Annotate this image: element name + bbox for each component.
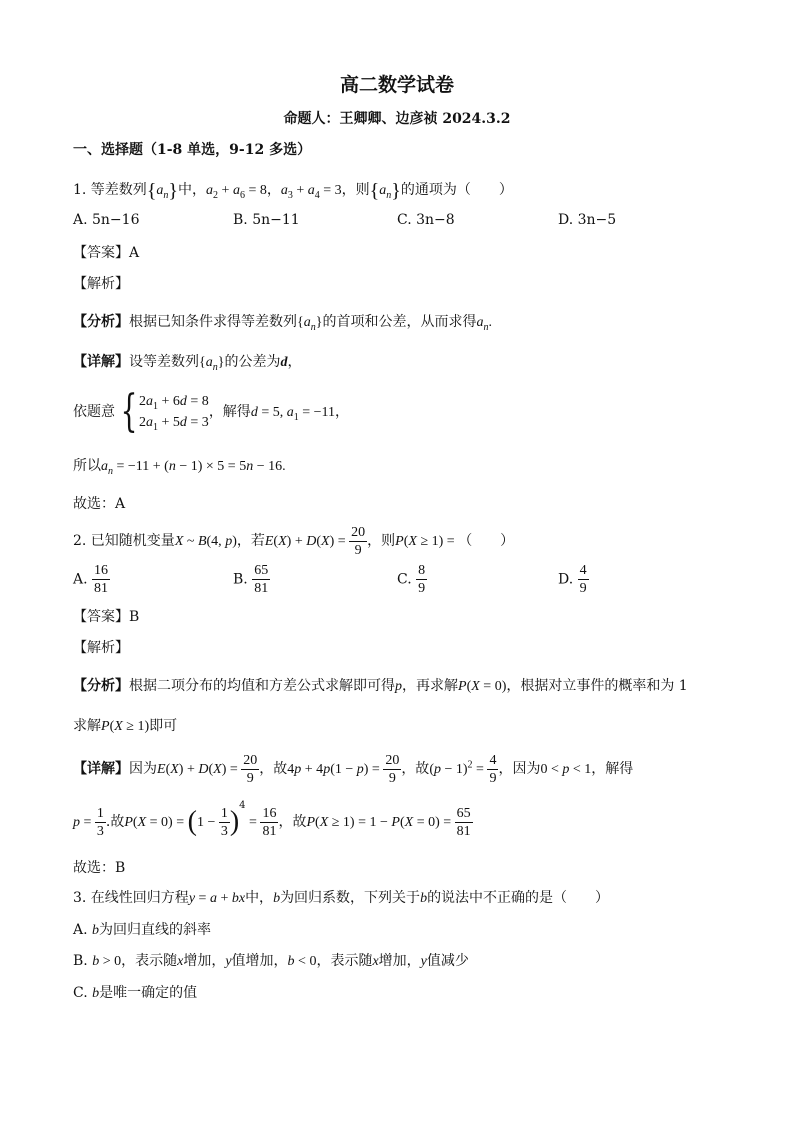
q2-xiangjie: 【详解】因为E(X) + D(X) = $\frac{20}{9}$ ，故4p + 4p(1 − p) = $\frac{20}{9}$ ，故$(p - 1)^2$ = $\frac{4}{9}$ ，因为0 < p < 1，解得 [73,752,634,786]
q2-analysis-label: 【解析】 [73,640,129,656]
q2-answer: 【答案】B [73,609,140,625]
q1-system: 依题意 { $2a_1 + 6d = 8$ $2a_1 + 5d = 3$ ，解得d = 5, $a_1 = -11$， [73,386,349,437]
q1-answer: 【答案】A [73,245,140,261]
q1-stem: 1. 等差数列$\{a_n\}$中，$a_2 + a_6 = 8$，$a_3 + a_4 = 3$，则$\{a_n\}$的通项为（ ） [73,179,513,202]
formula: $a_3 + a_4 = 3$ [280,183,342,201]
q2-result: p = $\frac{1}{3}$ .故P(X = 0) = (1 − $\frac{1}{3}$ )$^4$ = $\frac{16}{81}$ ，故P(X ≥ 1) = 1 − P(X = 0) = $\frac{65}{81}$ [73,800,471,839]
q2-option-c: C. $\frac{8}{9}$ [397,563,426,596]
q1-option-a: A. 5n−16 [73,212,140,228]
q2-fenxi-cont: 求解P(X ≥ 1)即可 [73,718,178,734]
formula: $a_2 + a_6 = 8$ [206,183,267,201]
q2-option-a: A. $\frac{16}{81}$ [73,563,109,596]
q2-fenxi: 【分析】根据二项分布的均值和方差公式求解即可得p，再求解P(X = 0)，根据对立事件的概率和为 1 [73,678,688,694]
q2-option-d: D. $\frac{4}{9}$ [558,563,587,596]
q1-xiangjie: 【详解】设等差数列$\{a_n\}$的公差为d， [73,354,302,373]
section-heading: 一、选择题（1-8 单选，9-12 多选） [73,142,312,158]
q3-stem: 3. 在线性回归方程y = a + bx中，b为回归系数，下列关于b的说法中不正确的是（ ） [73,890,610,906]
q1-conclusion: 故选：A [73,496,126,512]
formula: $\{a_n\}$ [146,179,179,202]
q3-option-b: B. b > 0，表示随x增加，y值增加，b < 0，表示随x增加，y值减少 [73,953,469,969]
q2-stem: 2. 已知随机变量X ~ B(4, p)，若E(X) + D(X) = $\frac{20}{9}$ ，则P(X ≥ 1) = （ ） [73,524,515,558]
q1-result: 所以$a_n = -11 + (n - 1) \times 5 = 5n - 16$. [73,458,286,477]
q1-option-d: D. 3n−5 [558,212,617,228]
q1-analysis-label: 【解析】 [73,276,129,292]
q3-option-a: A. b为回归直线的斜率 [73,922,212,938]
q1-fenxi: 【分析】根据已知条件求得等差数列$\{a_n\}$的首项和公差，从而求得$a_n$. [73,314,492,333]
formula: $\{a_n\}$ [369,179,401,202]
page-subtitle: 命题人：王卿卿、边彦祯 2024.3.2 [283,111,511,127]
q3-option-c: C. b是唯一确定的值 [73,985,198,1001]
q2-conclusion: 故选：B [73,860,126,876]
q1-option-b: B. 5n−11 [233,212,300,228]
q2-option-b: B. $\frac{65}{81}$ [233,563,269,596]
page-title: 高二数学试卷 [339,74,454,96]
q1-option-c: C. 3n−8 [397,212,455,228]
